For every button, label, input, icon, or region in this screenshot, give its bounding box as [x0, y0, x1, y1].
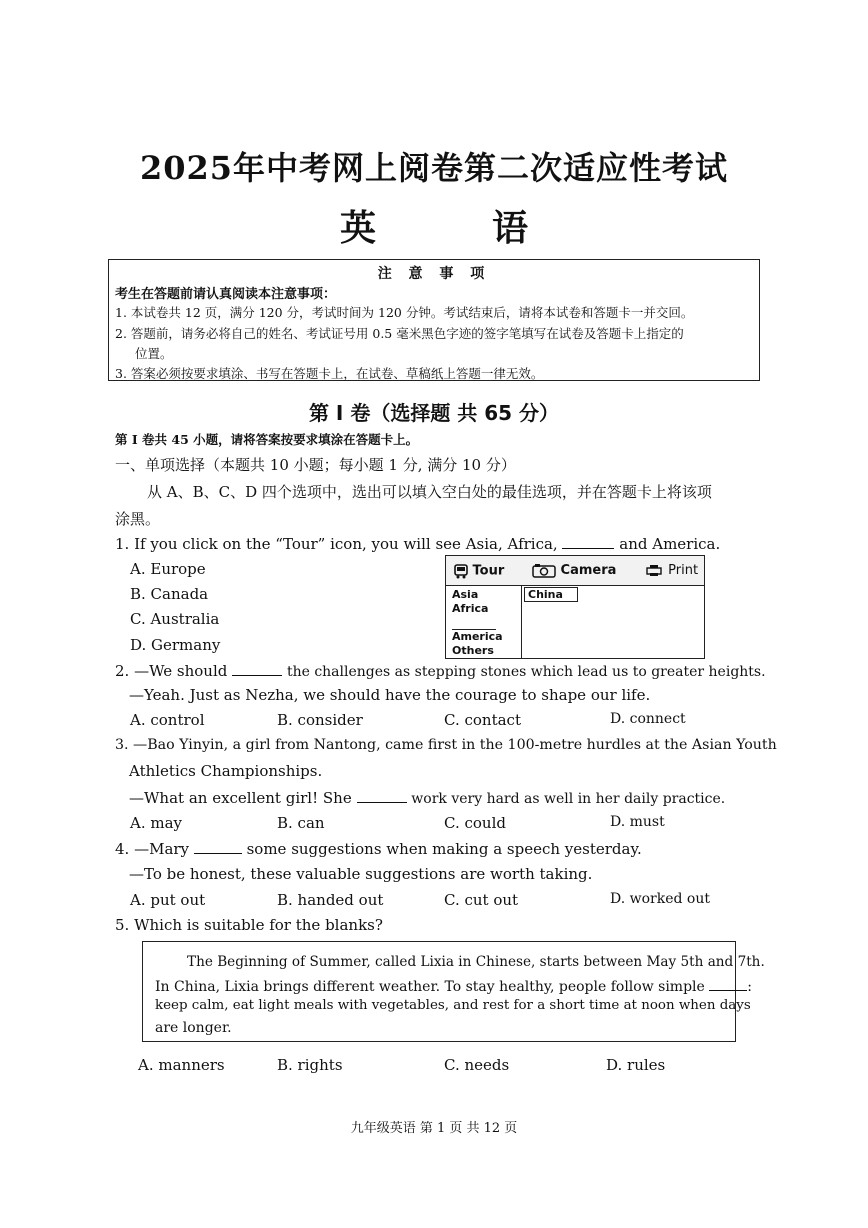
print-tab-label: Print: [668, 563, 699, 578]
stem-text: 2. —We should: [115, 662, 228, 680]
passage-line: [155, 976, 752, 995]
camera-tab: [532, 563, 616, 578]
passage-line: are longer.: [155, 1020, 232, 1036]
stem-text: and America.: [619, 535, 721, 553]
print-tab: [646, 563, 698, 578]
option-a: A. Europe: [130, 560, 206, 578]
tour-ui-figure: [445, 555, 705, 659]
option-a: A. may: [130, 814, 183, 832]
tour-icon: [454, 563, 468, 579]
list-item: America: [452, 630, 503, 643]
figure-toolbar: [446, 556, 704, 586]
reading-passage: [142, 941, 765, 1042]
notice-item: 位置。: [135, 346, 173, 361]
passage-text: In China, Lixia brings different weather. To stay healthy, people follow simple: [155, 979, 705, 995]
question-3-reply: [129, 788, 725, 807]
passage-text: :: [747, 979, 752, 995]
option-c: C. could: [444, 814, 506, 832]
section-title: 第 I 卷（选择题 共 65 分）: [308, 401, 560, 425]
list-item: Africa: [452, 602, 489, 615]
option-c: C. needs: [444, 1056, 510, 1074]
option-c: C. cut out: [444, 891, 519, 909]
option-c: C. contact: [444, 711, 521, 729]
answer-blank: [709, 976, 747, 991]
selected-item: China: [524, 587, 578, 602]
option-d: D. must: [610, 814, 665, 830]
subject-title: 英 语: [339, 207, 568, 249]
option-d: D. Germany: [130, 636, 221, 654]
stem-text: 4. —Mary: [115, 840, 190, 858]
answer-blank: [562, 534, 614, 549]
tour-tab-label: Tour: [472, 563, 505, 579]
option-a: A. put out: [130, 891, 206, 909]
notice-item: 3. 答案必须按要求填涂、书写在答题卡上，在试卷、草稿纸上答题一律无效。: [115, 366, 544, 381]
option-b: B. consider: [277, 711, 363, 729]
print-icon: [646, 565, 664, 577]
camera-icon: [532, 564, 556, 578]
exam-title: 2025年中考网上阅卷第二次适应性考试: [139, 149, 729, 187]
option-d: D. connect: [610, 711, 686, 727]
stem-text: 1. If you click on the “Tour” icon, you will see Asia, Africa,: [115, 535, 558, 553]
option-d: D. worked out: [610, 891, 710, 907]
passage-line: keep calm, eat light meals with vegetables, and rest for a short time at noon when days: [155, 998, 751, 1013]
notice-item: 1. 本试卷共 12 页，满分 120 分，考试时间为 120 分钟。考试结束后，请将本试卷和答题卡一并交回。: [115, 305, 694, 320]
notice-heading: 注 意 事 项: [377, 266, 491, 282]
question-2-reply: —Yeah. Just as Nezha, we should have the courage to shape our life.: [129, 686, 651, 704]
continent-list: [450, 586, 522, 658]
stem-text: some suggestions when making a speech yesterday.: [246, 840, 642, 858]
option-b: B. can: [277, 814, 325, 832]
question-4-reply: —To be honest, these valuable suggestions are worth taking.: [129, 865, 593, 883]
stem-text: the challenges as stepping stones which lead us to greater heights.: [286, 664, 766, 680]
passage-line: The Beginning of Summer, called Lixia in Chinese, starts between May 5th and 7th.: [187, 954, 765, 970]
option-b: B. Canada: [130, 585, 209, 603]
notice-box: [108, 259, 760, 381]
question-1-stem: [115, 534, 720, 553]
stem-text: —What an excellent girl! She: [129, 789, 352, 807]
option-b: B. handed out: [277, 891, 384, 909]
option-c: C. Australia: [130, 610, 220, 628]
answer-blank: [232, 661, 282, 676]
option-d: D. rules: [606, 1056, 666, 1074]
option-b: B. rights: [277, 1056, 343, 1074]
answer-blank: [194, 839, 242, 854]
notice-intro: 考生在答题前请认真阅读本注意事项：: [115, 287, 337, 302]
question-5-stem: 5. Which is suitable for the blanks?: [115, 916, 383, 934]
camera-tab-label: Camera: [560, 563, 617, 578]
question-2-stem: [115, 661, 766, 680]
tour-tab: [454, 563, 504, 579]
question-4-stem: [115, 839, 642, 858]
answer-blank: [357, 788, 407, 803]
question-3-stem: Athletics Championships.: [129, 762, 323, 780]
notice-item: 2. 答题前，请务必将自己的姓名、考试证号用 0.5 毫米黑色字迹的签字笔填写在试卷及答题卡上指定的: [115, 326, 684, 341]
list-item: Asia: [452, 588, 479, 601]
question-3-stem: 3. —Bao Yinyin, a girl from Nantong, came first in the 100-metre hurdles at the Asian Youth: [115, 737, 777, 753]
option-a: A. control: [130, 711, 205, 729]
part-title: 一、单项选择（本题共 10 小题；每小题 1 分, 满分 10 分）: [115, 456, 516, 474]
stem-text: work very hard as well in her daily practice.: [411, 791, 726, 807]
page-footer: 九年级英语 第 1 页 共 12 页: [350, 1121, 518, 1136]
instruction: 涂黑。: [115, 510, 161, 528]
instruction: 从 A、B、C、D 四个选项中，选出可以填入空白处的最佳选项，并在答题卡上将该项: [147, 483, 712, 501]
section-note: 第 I 卷共 45 小题，请将答案按要求填涂在答题卡上。: [115, 432, 419, 447]
list-item: Others: [452, 644, 494, 657]
option-a: A. manners: [138, 1056, 225, 1074]
